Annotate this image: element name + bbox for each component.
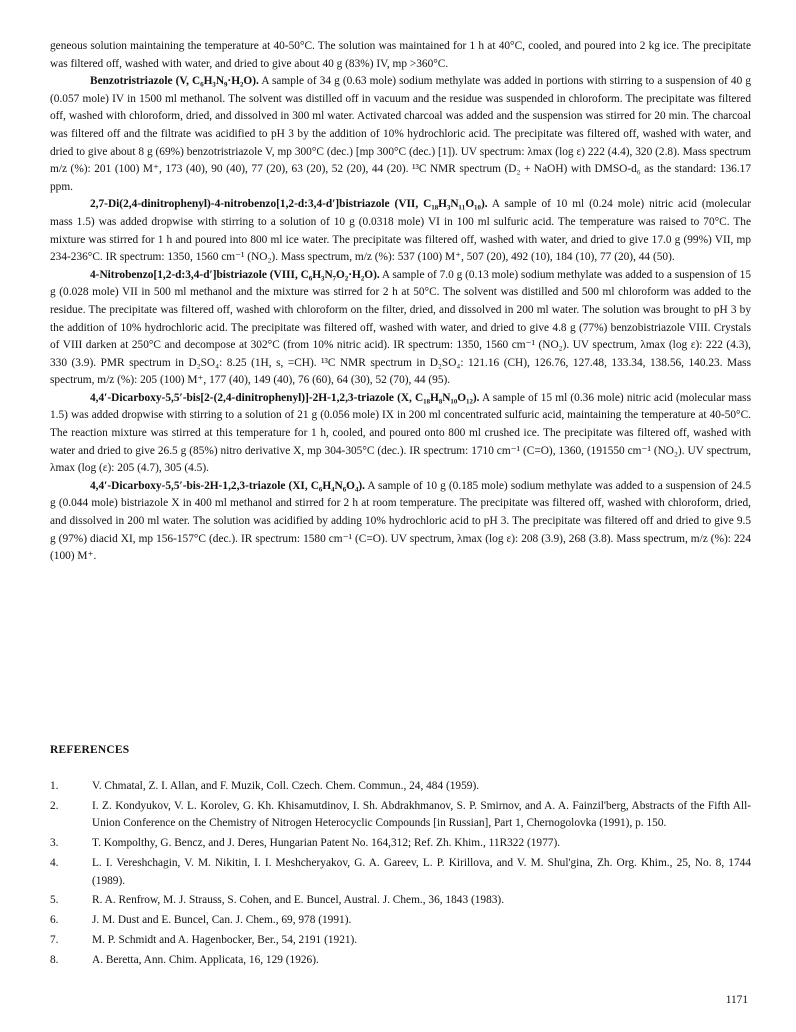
reference-item — [50, 892, 751, 910]
reference-text: A. Beretta, Ann. Chim. Applicata, 16, 129 (1926). — [92, 953, 319, 966]
paragraph-compound-x — [50, 390, 751, 478]
compound-heading: Benzotristriazole (V, C₆H₃N₉·H₂O). — [90, 75, 259, 88]
compound-heading: 2,7-Di(2,4-dinitrophenyl)-4-nitrobenzo[1,2-d:3,4-d′]bistriazole (VII, C₁₈H₃N₁₁O₁₀). — [90, 198, 488, 211]
paragraph-benzotristriazole — [50, 73, 751, 196]
reference-item — [50, 835, 751, 853]
paragraph-text: A sample of 10 ml (0.24 mole) nitric acid (molecular mass 1.5) was added dropwise with stirring to a solution of 10 g (0.0318 mole) VI in 100 ml sulfuric acid. The temperature was raised to 70°C. The mixture was stirred for 1 h and poured into 800 ml ice water. The precipitate was filtered off, washed with water, and dried to give 17.0 g (99%) VII, mp 234-236°C. IR spectrum: 1350, 1560 cm⁻¹ (NO₂). Mass spectrum, m/z (%): 537 (100) M⁺, 507 (20), 492 (10), 184 (10), 77 (20), 44 (50). — [50, 198, 751, 264]
paragraph-text: geneous solution maintaining the temperature at 40-50°C. The solution was maintained for 1 h at 40°C, cooled, and poured into 2 kg ice. The precipitate was filtered off, washed with water, and dried to give about 40 g (83%) IV, mp >360°C. — [50, 40, 751, 70]
paragraph-continued — [50, 38, 751, 73]
reference-item — [50, 798, 751, 833]
paragraph-text: A sample of 7.0 g (0.13 mole) sodium methylate was added to a suspension of 15 g (0.028 mole) VII in 500 ml methanol and the mixture was stirred for 2 h at 50°C. The solvent was distilled and 500 ml chloroform was added to the residue. The precipitate was filtered off, washed with chloroform on the filter, dried, and dissolved in 200 ml water. The solution was brought to pH 3 by the addition of 10% hydrochloric acid. The precipitate was filtered off, washed with water, and dried to give 4.8 g (77%) benzobistriazole VIII. Crystals of VIII darken at 250°C and decompose at 302°C (from 10% nitric acid). IR spectrum: 1350, 1560 cm⁻¹ (NO₂). UV spectrum, λmax (log ε): 222 (4.3), 330 (3.9). PMR spectrum in D₂SO₄: 8.25 (1H, s, =CH). ¹³C NMR spectrum in D₂SO₄: 121.16 (CH), 126.76, 127.48, 133.34, 138.56, 140.23. Mass spectrum, m/z (%): 205 (100) M⁺, 177 (40), 149 (40), 76 (60), 64 (30), 52 (70), 44 (95). — [50, 268, 751, 387]
reference-text: V. Chmatal, Z. I. Allan, and F. Muzik, Coll. Czech. Chem. Commun., 24, 484 (1959). — [92, 780, 480, 792]
paragraph-compound-xi — [50, 478, 751, 566]
reference-number: 4. — [50, 856, 59, 869]
reference-text: M. P. Schmidt and A. Hagenbocker, Ber., 54, 2191 (1921). — [92, 933, 358, 946]
reference-item — [50, 778, 751, 796]
page-number: 1171 — [725, 994, 748, 1006]
compound-heading: 4,4′-Dicarboxy-5,5′-bis-2H-1,2,3-triazole (XI, C₆H₄N₆O₄). — [90, 479, 365, 492]
reference-item — [50, 952, 751, 970]
reference-number: 2. — [50, 799, 59, 812]
reference-item — [50, 855, 751, 890]
paragraph-compound-viii — [50, 267, 751, 390]
reference-item — [50, 932, 751, 950]
paragraph-compound-vii — [50, 196, 751, 266]
reference-number: 5. — [50, 894, 59, 907]
compound-heading: 4,4′-Dicarboxy-5,5′-bis[2-(2,4-dinitrophenyl)]-2H-1,2,3-triazole (X, C₁₈H₈N₁₀O₁₂). — [90, 391, 480, 404]
reference-text: T. Kompolthy, G. Bencz, and J. Deres, Hungarian Patent No. 164,312; Ref. Zh. Khim., 11R322 (1977). — [92, 837, 561, 850]
reference-number: 6. — [50, 914, 59, 927]
reference-text: R. A. Renfrow, M. J. Strauss, S. Cohen, and E. Buncel, Austral. J. Chem., 36, 1843 (1983). — [92, 894, 505, 907]
reference-text: I. Z. Kondyukov, V. L. Korolev, G. Kh. Khisamutdinov, I. Sh. Abdrakhmanov, S. P. Smirnov, and A. A. Fainzil'berg, Abstracts of the Fifth All-Union Conference on the Chemistry of Nitrogen Heterocyclic Compounds [in Russian], Part 1, Chernogolovka (1991), p. 150. — [92, 799, 751, 830]
reference-number: 1. — [50, 780, 59, 792]
references-list — [50, 778, 751, 971]
paragraph-text: A sample of 10 g (0.185 mole) sodium methylate was added to a suspension of 24.5 g (0.044 mole) bistriazole X in 400 ml methanol and stirred for 2 h at room temperature. The precipitate was filtered off, washed with chloroform, dried, and dissolved in 200 ml water. The solution was acidified by adding 10% hydrochloric acid to pH 3. The precipitate was filtered off and dried to give 9.5 g (97%) diacid XI, mp 156-157°C (dec.). IR spectrum: 1580 cm⁻¹ (C=O). UV spectrum, λmax (log ε): 208 (3.9), 268 (3.8). Mass spectrum, m/z (%): 224 (100) M⁺. — [50, 479, 751, 563]
reference-number: 8. — [50, 953, 59, 966]
reference-text: L. I. Vereshchagin, V. M. Nikitin, I. I. Meshcheryakov, G. A. Gareev, L. P. Kirillova, and V. M. Shul'gina, Zh. Org. Khim., 25, No. 8, 1744 (1989). — [92, 856, 751, 887]
compound-heading: 4-Nitrobenzo[1,2-d:3,4-d′]bistriazole (VIII, C₆H₃N₇O₂·H₂O). — [90, 268, 380, 281]
experimental-text — [50, 38, 751, 566]
reference-number: 3. — [50, 837, 59, 850]
reference-number: 7. — [50, 933, 59, 946]
paragraph-text: A sample of 15 ml (0.36 mole) nitric acid (molecular mass 1.5) was added dropwise with stirring to a solution of 21 g (0.056 mole) IX in 200 ml concentrated sulfuric acid, maintaining the temperature at 40-50°C. The reaction mixture was stirred at this temperature for 1 h, cooled, and poured onto 800 ml crushed ice. The precipitate was filtered off, washed with water and dried to give 26.5 g (85%) nitro derivative X, mp 304-305°C (dec.). IR spectrum: 1710 cm⁻¹ (C=O), 1360, (191550 cm⁻¹ (NO₂). UV spectrum, λmax (log (ε): 205 (4.7), 305 (4.5). — [50, 391, 751, 475]
reference-item — [50, 912, 751, 930]
reference-text: J. M. Dust and E. Buncel, Can. J. Chem., 69, 978 (1991). — [92, 914, 352, 927]
paragraph-text: A sample of 34 g (0.63 mole) sodium methylate was added in portions with stirring to a suspension of 40 g (0.057 mole) IV in 1500 ml methanol. The solvent was distilled off in vacuum and the residue was suspended in chloroform. The precipitate was filtered off, washed with chloroform, dried, and dissolved in 300 ml water. Activated charcoal was added and the suspension was stirred for 20 min. The charcoal was filtered off and the filtrate was acidified to pH 3 by the addition of 10% hydrochloric acid. The precipitate was filtered off, washed with water, and dried to give about 8 g (69%) benzotristriazole V, mp 300°C (dec.) [mp 300°C (dec.) [1]). UV spectrum: λmax (log ε) 222 (4.4), 320 (2.8). Mass spectrum m/z (%): 201 (100) M⁺, 173 (40), 90 (40), 77 (20), 63 (20), 52 (20), 44 (20). ¹³C NMR spectrum (D₂ + NaOH) with DMSO-d₆ as the standard: 136.17 ppm. — [50, 75, 751, 193]
references-heading: REFERENCES — [50, 744, 130, 756]
